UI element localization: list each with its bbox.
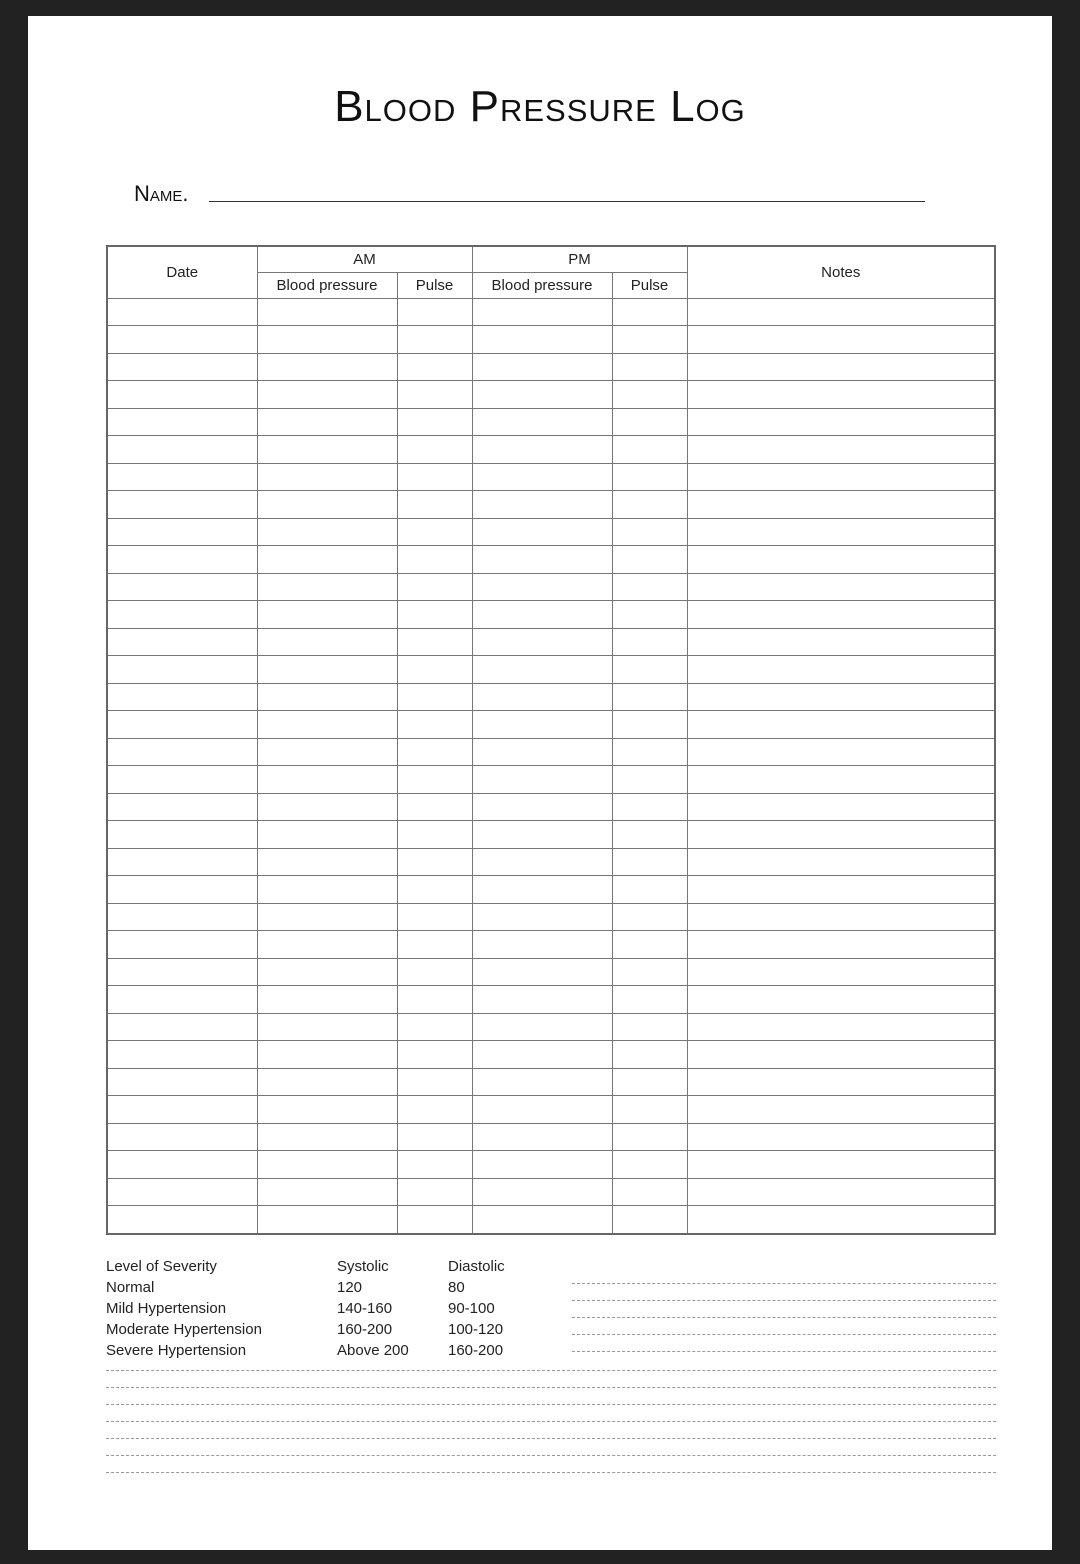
- notes-cell[interactable]: [687, 958, 995, 986]
- notes-cell[interactable]: [687, 711, 995, 739]
- pm-blood-pressure-cell[interactable]: [472, 573, 612, 601]
- name-field[interactable]: [209, 201, 925, 202]
- pm-blood-pressure-cell[interactable]: [472, 298, 612, 326]
- pm-pulse-cell[interactable]: [612, 353, 687, 381]
- severity-level: Severe Hypertension: [106, 1342, 247, 1359]
- am-blood-pressure-cell[interactable]: [257, 986, 397, 1014]
- am-pulse-cell[interactable]: [397, 711, 472, 739]
- am-pulse-cell[interactable]: [397, 903, 472, 931]
- pm-pulse-cell[interactable]: [612, 1013, 687, 1041]
- pm-blood-pressure-cell[interactable]: [472, 1151, 612, 1179]
- pm-blood-pressure-cell[interactable]: [472, 408, 612, 436]
- pm-blood-pressure-cell[interactable]: [472, 1096, 612, 1124]
- note-line[interactable]: [106, 1472, 996, 1473]
- am-blood-pressure-cell[interactable]: [257, 518, 397, 546]
- am-pulse-header: Pulse: [397, 272, 472, 298]
- date-cell[interactable]: [107, 931, 257, 959]
- pm-blood-pressure-cell[interactable]: [472, 628, 612, 656]
- pm-blood-pressure-header: Blood pressure: [472, 272, 612, 298]
- diastolic-value: 90-100: [448, 1300, 495, 1317]
- pm-pulse-cell[interactable]: [612, 436, 687, 464]
- am-blood-pressure-cell[interactable]: [257, 766, 397, 794]
- notes-cell[interactable]: [687, 903, 995, 931]
- pm-blood-pressure-cell[interactable]: [472, 683, 612, 711]
- note-line[interactable]: [106, 1455, 996, 1456]
- note-line[interactable]: [106, 1404, 996, 1405]
- systolic-column: [337, 1256, 409, 1361]
- table-row: [107, 381, 995, 409]
- notes-cell[interactable]: [687, 436, 995, 464]
- note-line[interactable]: [106, 1438, 996, 1439]
- table-row: [107, 821, 995, 849]
- notes-cell[interactable]: [687, 1206, 995, 1234]
- notes-cell[interactable]: [687, 821, 995, 849]
- am-pulse-cell[interactable]: [397, 656, 472, 684]
- am-pulse-cell[interactable]: [397, 1096, 472, 1124]
- table-row: [107, 848, 995, 876]
- pm-blood-pressure-cell[interactable]: [472, 326, 612, 354]
- pm-pulse-cell[interactable]: [612, 298, 687, 326]
- pm-blood-pressure-cell[interactable]: [472, 793, 612, 821]
- pm-pulse-cell[interactable]: [612, 601, 687, 629]
- date-cell[interactable]: [107, 1096, 257, 1124]
- severity-level: Moderate Hypertension: [106, 1321, 262, 1338]
- am-blood-pressure-cell[interactable]: [257, 573, 397, 601]
- notes-cell[interactable]: [687, 463, 995, 491]
- notes-cell[interactable]: [687, 1123, 995, 1151]
- notes-cell[interactable]: [687, 766, 995, 794]
- am-blood-pressure-cell[interactable]: [257, 298, 397, 326]
- table-row: [107, 683, 995, 711]
- am-pulse-cell[interactable]: [397, 628, 472, 656]
- pm-blood-pressure-cell[interactable]: [472, 986, 612, 1014]
- date-cell[interactable]: [107, 656, 257, 684]
- table-row: [107, 353, 995, 381]
- pm-pulse-cell[interactable]: [612, 766, 687, 794]
- notes-cell[interactable]: [687, 1068, 995, 1096]
- date-cell[interactable]: [107, 628, 257, 656]
- pm-pulse-cell[interactable]: [612, 1206, 687, 1234]
- am-pulse-cell[interactable]: [397, 931, 472, 959]
- notes-cell[interactable]: [687, 656, 995, 684]
- table-row: [107, 958, 995, 986]
- table-row: [107, 491, 995, 519]
- am-blood-pressure-cell[interactable]: [257, 1178, 397, 1206]
- severity-level: Normal: [106, 1279, 155, 1296]
- am-blood-pressure-cell[interactable]: [257, 628, 397, 656]
- am-blood-pressure-cell[interactable]: [257, 848, 397, 876]
- table-row: [107, 463, 995, 491]
- date-cell[interactable]: [107, 1123, 257, 1151]
- pm-pulse-cell[interactable]: [612, 656, 687, 684]
- date-cell[interactable]: [107, 821, 257, 849]
- note-line[interactable]: [106, 1387, 996, 1388]
- pm-pulse-cell[interactable]: [612, 821, 687, 849]
- notes-cell[interactable]: [687, 573, 995, 601]
- pm-blood-pressure-cell[interactable]: [472, 903, 612, 931]
- am-pulse-cell[interactable]: [397, 876, 472, 904]
- table-row: [107, 793, 995, 821]
- date-cell[interactable]: [107, 711, 257, 739]
- date-cell[interactable]: [107, 793, 257, 821]
- pm-pulse-cell[interactable]: [612, 408, 687, 436]
- severity-level: Mild Hypertension: [106, 1300, 227, 1317]
- am-pulse-cell[interactable]: [397, 821, 472, 849]
- date-cell[interactable]: [107, 353, 257, 381]
- am-blood-pressure-cell[interactable]: [257, 408, 397, 436]
- pm-pulse-cell[interactable]: [612, 683, 687, 711]
- pm-pulse-cell[interactable]: [612, 1068, 687, 1096]
- table-row: [107, 436, 995, 464]
- notes-header: Notes: [687, 246, 995, 298]
- pm-blood-pressure-cell[interactable]: [472, 1123, 612, 1151]
- am-pulse-cell[interactable]: [397, 766, 472, 794]
- am-pulse-cell[interactable]: [397, 848, 472, 876]
- notes-cell[interactable]: [687, 738, 995, 766]
- am-blood-pressure-cell[interactable]: [257, 326, 397, 354]
- date-cell[interactable]: [107, 903, 257, 931]
- table-row: [107, 1178, 995, 1206]
- table-row: [107, 546, 995, 574]
- am-blood-pressure-cell[interactable]: [257, 958, 397, 986]
- notes-cell[interactable]: [687, 601, 995, 629]
- table-row: [107, 408, 995, 436]
- pm-pulse-cell[interactable]: [612, 463, 687, 491]
- date-cell[interactable]: [107, 986, 257, 1014]
- pm-blood-pressure-cell[interactable]: [472, 848, 612, 876]
- am-pulse-cell[interactable]: [397, 1068, 472, 1096]
- pm-blood-pressure-cell[interactable]: [472, 1206, 612, 1234]
- table-row: [107, 1206, 995, 1234]
- table-row: [107, 1151, 995, 1179]
- note-line[interactable]: [106, 1370, 996, 1371]
- systolic-value: 140-160: [337, 1300, 393, 1317]
- date-cell[interactable]: [107, 601, 257, 629]
- pm-blood-pressure-cell[interactable]: [472, 821, 612, 849]
- am-blood-pressure-cell[interactable]: [257, 436, 397, 464]
- am-blood-pressure-cell[interactable]: [257, 821, 397, 849]
- am-blood-pressure-cell[interactable]: [257, 381, 397, 409]
- pm-blood-pressure-cell[interactable]: [472, 463, 612, 491]
- systolic-value: 120: [337, 1279, 363, 1296]
- notes-cell[interactable]: [687, 1151, 995, 1179]
- pm-pulse-cell[interactable]: [612, 848, 687, 876]
- am-blood-pressure-cell[interactable]: [257, 1123, 397, 1151]
- notes-cell[interactable]: [687, 1178, 995, 1206]
- table-row: [107, 1041, 995, 1069]
- am-blood-pressure-cell[interactable]: [257, 491, 397, 519]
- systolic-value: Above 200: [337, 1342, 409, 1359]
- am-blood-pressure-cell[interactable]: [257, 1013, 397, 1041]
- am-pulse-cell[interactable]: [397, 738, 472, 766]
- am-blood-pressure-cell[interactable]: [257, 931, 397, 959]
- date-cell[interactable]: [107, 546, 257, 574]
- am-pulse-cell[interactable]: [397, 1123, 472, 1151]
- pm-blood-pressure-cell[interactable]: [472, 601, 612, 629]
- pm-blood-pressure-cell[interactable]: [472, 931, 612, 959]
- notes-cell[interactable]: [687, 298, 995, 326]
- date-cell[interactable]: [107, 298, 257, 326]
- pm-pulse-cell[interactable]: [612, 628, 687, 656]
- table-row: [107, 738, 995, 766]
- date-cell[interactable]: [107, 326, 257, 354]
- pm-pulse-cell[interactable]: [612, 986, 687, 1014]
- am-pulse-cell[interactable]: [397, 793, 472, 821]
- am-blood-pressure-cell[interactable]: [257, 601, 397, 629]
- am-pulse-cell[interactable]: [397, 381, 472, 409]
- am-blood-pressure-header: Blood pressure: [257, 272, 397, 298]
- pm-header: PM: [472, 246, 687, 272]
- log-rows: [107, 298, 995, 1234]
- pm-blood-pressure-cell[interactable]: [472, 518, 612, 546]
- am-pulse-cell[interactable]: [397, 491, 472, 519]
- am-pulse-cell[interactable]: [397, 326, 472, 354]
- date-cell[interactable]: [107, 463, 257, 491]
- diastolic-header: Diastolic: [448, 1258, 505, 1275]
- notes-cell[interactable]: [687, 326, 995, 354]
- pm-pulse-header: Pulse: [612, 272, 687, 298]
- am-pulse-cell[interactable]: [397, 1151, 472, 1179]
- am-blood-pressure-cell[interactable]: [257, 793, 397, 821]
- severity-level-column: [106, 1256, 262, 1361]
- date-cell[interactable]: [107, 683, 257, 711]
- am-pulse-cell[interactable]: [397, 683, 472, 711]
- date-cell[interactable]: [107, 1178, 257, 1206]
- systolic-value: 160-200: [337, 1321, 393, 1338]
- am-pulse-cell[interactable]: [397, 436, 472, 464]
- date-cell[interactable]: [107, 738, 257, 766]
- pm-blood-pressure-cell[interactable]: [472, 1178, 612, 1206]
- am-pulse-cell[interactable]: [397, 1041, 472, 1069]
- am-pulse-cell[interactable]: [397, 958, 472, 986]
- date-header: Date: [107, 246, 257, 298]
- am-blood-pressure-cell[interactable]: [257, 903, 397, 931]
- pm-pulse-cell[interactable]: [612, 546, 687, 574]
- page-title: Blood Pressure Log: [334, 82, 746, 131]
- pm-pulse-cell[interactable]: [612, 876, 687, 904]
- date-cell[interactable]: [107, 1068, 257, 1096]
- pm-pulse-cell[interactable]: [612, 518, 687, 546]
- pm-blood-pressure-cell[interactable]: [472, 1068, 612, 1096]
- date-cell[interactable]: [107, 1041, 257, 1069]
- table-row: [107, 1013, 995, 1041]
- notes-cell[interactable]: [687, 793, 995, 821]
- pm-pulse-cell[interactable]: [612, 1151, 687, 1179]
- date-cell[interactable]: [107, 1206, 257, 1234]
- am-blood-pressure-cell[interactable]: [257, 711, 397, 739]
- pm-blood-pressure-cell[interactable]: [472, 876, 612, 904]
- am-blood-pressure-cell[interactable]: [257, 1041, 397, 1069]
- table-row: [107, 876, 995, 904]
- notes-cell[interactable]: [687, 546, 995, 574]
- notes-cell[interactable]: [687, 683, 995, 711]
- notes-cell[interactable]: [687, 931, 995, 959]
- diastolic-value: 160-200: [448, 1342, 504, 1359]
- notes-cell[interactable]: [687, 848, 995, 876]
- date-cell[interactable]: [107, 766, 257, 794]
- table-row: [107, 1096, 995, 1124]
- date-cell[interactable]: [107, 1013, 257, 1041]
- systolic-header: Systolic: [337, 1258, 389, 1275]
- pm-pulse-cell[interactable]: [612, 491, 687, 519]
- notes-cell[interactable]: [687, 1096, 995, 1124]
- note-line[interactable]: [106, 1421, 996, 1422]
- pm-blood-pressure-cell[interactable]: [472, 766, 612, 794]
- date-cell[interactable]: [107, 848, 257, 876]
- table-row: [107, 656, 995, 684]
- pm-blood-pressure-cell[interactable]: [472, 436, 612, 464]
- date-cell[interactable]: [107, 573, 257, 601]
- severity-level-header: Level of Severity: [106, 1258, 217, 1275]
- am-pulse-cell[interactable]: [397, 353, 472, 381]
- notes-cell[interactable]: [687, 1041, 995, 1069]
- table-row: [107, 711, 995, 739]
- pm-pulse-cell[interactable]: [612, 381, 687, 409]
- pm-blood-pressure-cell[interactable]: [472, 656, 612, 684]
- am-blood-pressure-cell[interactable]: [257, 1068, 397, 1096]
- notes-cell[interactable]: [687, 986, 995, 1014]
- date-cell[interactable]: [107, 876, 257, 904]
- pm-blood-pressure-cell[interactable]: [472, 711, 612, 739]
- am-pulse-cell[interactable]: [397, 463, 472, 491]
- am-blood-pressure-cell[interactable]: [257, 738, 397, 766]
- pm-pulse-cell[interactable]: [612, 931, 687, 959]
- date-cell[interactable]: [107, 518, 257, 546]
- pm-blood-pressure-cell[interactable]: [472, 958, 612, 986]
- date-cell[interactable]: [107, 958, 257, 986]
- note-line[interactable]: [572, 1283, 996, 1284]
- date-cell[interactable]: [107, 1151, 257, 1179]
- notes-cell[interactable]: [687, 876, 995, 904]
- am-pulse-cell[interactable]: [397, 1206, 472, 1234]
- notes-cell[interactable]: [687, 408, 995, 436]
- date-cell[interactable]: [107, 436, 257, 464]
- note-line[interactable]: [572, 1351, 996, 1352]
- am-blood-pressure-cell[interactable]: [257, 876, 397, 904]
- table-row: [107, 1068, 995, 1096]
- table-row: [107, 931, 995, 959]
- date-cell[interactable]: [107, 408, 257, 436]
- am-header: AM: [257, 246, 472, 272]
- pm-pulse-cell[interactable]: [612, 326, 687, 354]
- pm-pulse-cell[interactable]: [612, 573, 687, 601]
- pm-blood-pressure-cell[interactable]: [472, 353, 612, 381]
- table-row: [107, 298, 995, 326]
- am-pulse-cell[interactable]: [397, 518, 472, 546]
- table-row: [107, 766, 995, 794]
- table-row: [107, 903, 995, 931]
- note-line[interactable]: [572, 1300, 996, 1301]
- table-row: [107, 326, 995, 354]
- am-pulse-cell[interactable]: [397, 546, 472, 574]
- pm-pulse-cell[interactable]: [612, 903, 687, 931]
- pm-blood-pressure-cell[interactable]: [472, 1041, 612, 1069]
- am-blood-pressure-cell[interactable]: [257, 353, 397, 381]
- date-cell[interactable]: [107, 381, 257, 409]
- blood-pressure-log-table: [106, 245, 996, 1235]
- pm-pulse-cell[interactable]: [612, 793, 687, 821]
- am-pulse-cell[interactable]: [397, 408, 472, 436]
- name-label: Name.: [134, 181, 189, 206]
- pm-pulse-cell[interactable]: [612, 1178, 687, 1206]
- diastolic-value: 100-120: [448, 1321, 504, 1338]
- pm-pulse-cell[interactable]: [612, 711, 687, 739]
- pm-pulse-cell[interactable]: [612, 958, 687, 986]
- note-line[interactable]: [572, 1317, 996, 1318]
- pm-blood-pressure-cell[interactable]: [472, 381, 612, 409]
- am-blood-pressure-cell[interactable]: [257, 463, 397, 491]
- pm-blood-pressure-cell[interactable]: [472, 491, 612, 519]
- pm-blood-pressure-cell[interactable]: [472, 1013, 612, 1041]
- pm-pulse-cell[interactable]: [612, 738, 687, 766]
- pm-blood-pressure-cell[interactable]: [472, 738, 612, 766]
- table-row: [107, 601, 995, 629]
- am-blood-pressure-cell[interactable]: [257, 656, 397, 684]
- am-pulse-cell[interactable]: [397, 1013, 472, 1041]
- table-row: [107, 986, 995, 1014]
- pm-pulse-cell[interactable]: [612, 1041, 687, 1069]
- table-row: [107, 1123, 995, 1151]
- diastolic-value: 80: [448, 1279, 465, 1296]
- pm-pulse-cell[interactable]: [612, 1096, 687, 1124]
- pm-pulse-cell[interactable]: [612, 1123, 687, 1151]
- note-line[interactable]: [572, 1334, 996, 1335]
- notes-cell[interactable]: [687, 353, 995, 381]
- table-row: [107, 573, 995, 601]
- am-pulse-cell[interactable]: [397, 986, 472, 1014]
- am-blood-pressure-cell[interactable]: [257, 1151, 397, 1179]
- am-blood-pressure-cell[interactable]: [257, 683, 397, 711]
- am-blood-pressure-cell[interactable]: [257, 1096, 397, 1124]
- notes-cell[interactable]: [687, 381, 995, 409]
- notes-cell[interactable]: [687, 628, 995, 656]
- table-row: [107, 518, 995, 546]
- notes-cell[interactable]: [687, 491, 995, 519]
- am-pulse-cell[interactable]: [397, 1178, 472, 1206]
- am-blood-pressure-cell[interactable]: [257, 546, 397, 574]
- diastolic-column: [448, 1256, 505, 1361]
- date-cell[interactable]: [107, 491, 257, 519]
- am-blood-pressure-cell[interactable]: [257, 1206, 397, 1234]
- am-pulse-cell[interactable]: [397, 298, 472, 326]
- notes-cell[interactable]: [687, 518, 995, 546]
- am-pulse-cell[interactable]: [397, 601, 472, 629]
- table-row: [107, 628, 995, 656]
- pm-blood-pressure-cell[interactable]: [472, 546, 612, 574]
- notes-cell[interactable]: [687, 1013, 995, 1041]
- am-pulse-cell[interactable]: [397, 573, 472, 601]
